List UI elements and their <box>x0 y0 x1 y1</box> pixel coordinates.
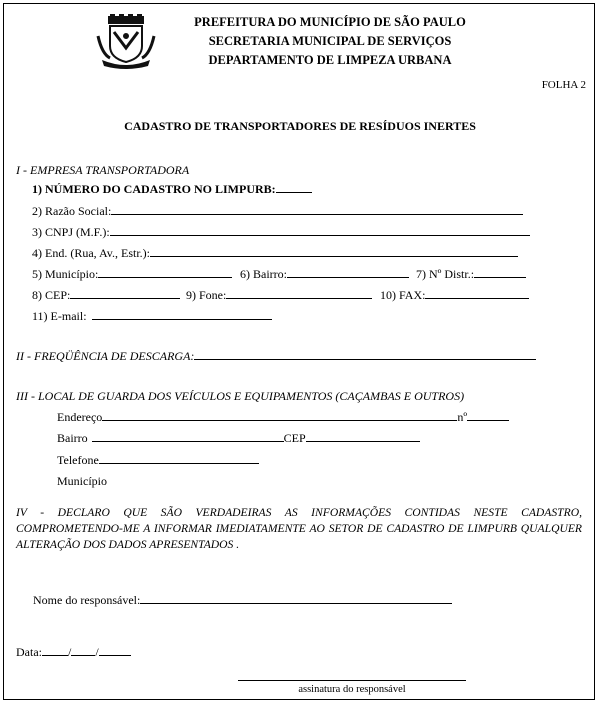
signature-label: assinatura do responsável <box>298 684 406 695</box>
field-label: 2) Razão Social: <box>32 204 112 218</box>
field-label: 5) Município: <box>32 267 99 281</box>
field-registry-number[interactable] <box>32 181 312 197</box>
field-label: 4) End. (Rua, Av., Estr.): <box>32 246 150 260</box>
field-phone[interactable] <box>186 287 372 303</box>
section-3-heading: III - LOCAL DE GUARDA DOS VEÍCULOS E EQUIPAMENTOS (CAÇAMBAS E OUTROS) <box>16 389 465 403</box>
field-label: 6) Bairro: <box>240 267 287 281</box>
header-line-1: PREFEITURA DO MUNICÍPIO DE SÃO PAULO <box>194 15 466 29</box>
coat-of-arms-icon <box>96 14 156 70</box>
field-address[interactable] <box>32 245 518 261</box>
field-cep[interactable] <box>32 287 180 303</box>
field-label: 11) E-mail: <box>32 309 87 323</box>
field-storage-district[interactable] <box>57 430 420 446</box>
field-storage-phone[interactable] <box>57 452 259 468</box>
declaration-text: IV - DECLARO QUE SÃO VERDADEIRAS AS INFORMAÇÕES CONTIDAS NESTE CADASTRO, COMPROMETENDO-ME A INFORMAR IMEDIATAMENTE AO SETOR DE CADASTRO DE LIMPURB QUALQUER ALTERAÇÃO DOS DADOS APRESENTADOS . <box>16 506 582 551</box>
field-label: 7) Nº Distr.: <box>416 267 475 281</box>
header-line-2: SECRETARIA MUNICIPAL DE SERVIÇOS <box>208 34 452 48</box>
sheet-number: FOLHA 2 <box>541 79 586 91</box>
signature-line[interactable] <box>238 680 466 681</box>
form-title: CADASTRO DE TRANSPORTADORES DE RESÍDUOS INERTES <box>124 119 476 133</box>
field-storage-address[interactable] <box>57 409 509 425</box>
field-label: CEP <box>283 431 306 445</box>
field-label: 1) NÚMERO DO CADASTRO NO LIMPURB: <box>32 182 276 196</box>
field-discharge-frequency[interactable] <box>16 348 536 364</box>
field-label: Município <box>57 474 107 488</box>
field-date[interactable]: Data: / / <box>16 644 131 660</box>
field-label: 3) CNPJ (M.F.): <box>32 225 110 239</box>
field-cnpj[interactable] <box>32 224 530 240</box>
field-responsible-name[interactable] <box>33 592 452 608</box>
section-1-heading: I - EMPRESA TRANSPORTADORA <box>16 163 190 177</box>
field-storage-city[interactable] <box>57 474 107 489</box>
field-city[interactable] <box>32 266 232 282</box>
field-company-name[interactable] <box>32 203 523 219</box>
field-district[interactable] <box>240 266 409 282</box>
field-label: 8) CEP: <box>32 288 71 302</box>
field-district-number[interactable] <box>416 266 526 282</box>
section-2-heading: II - FREQÜÊNCIA DE DESCARGA: <box>16 349 195 363</box>
field-label: Data: <box>16 645 42 659</box>
header-line-3: DEPARTAMENTO DE LIMPEZA URBANA <box>208 53 452 67</box>
field-label: Endereço <box>57 410 103 424</box>
field-label: Nome do responsável: <box>33 593 141 607</box>
field-fax[interactable] <box>380 287 529 303</box>
field-label: 9) Fone: <box>186 288 227 302</box>
field-label: Telefone <box>57 453 99 467</box>
field-email[interactable] <box>32 308 272 324</box>
field-label: nº <box>457 410 468 424</box>
field-label: Bairro <box>57 431 88 445</box>
field-label: 10) FAX: <box>380 288 426 302</box>
